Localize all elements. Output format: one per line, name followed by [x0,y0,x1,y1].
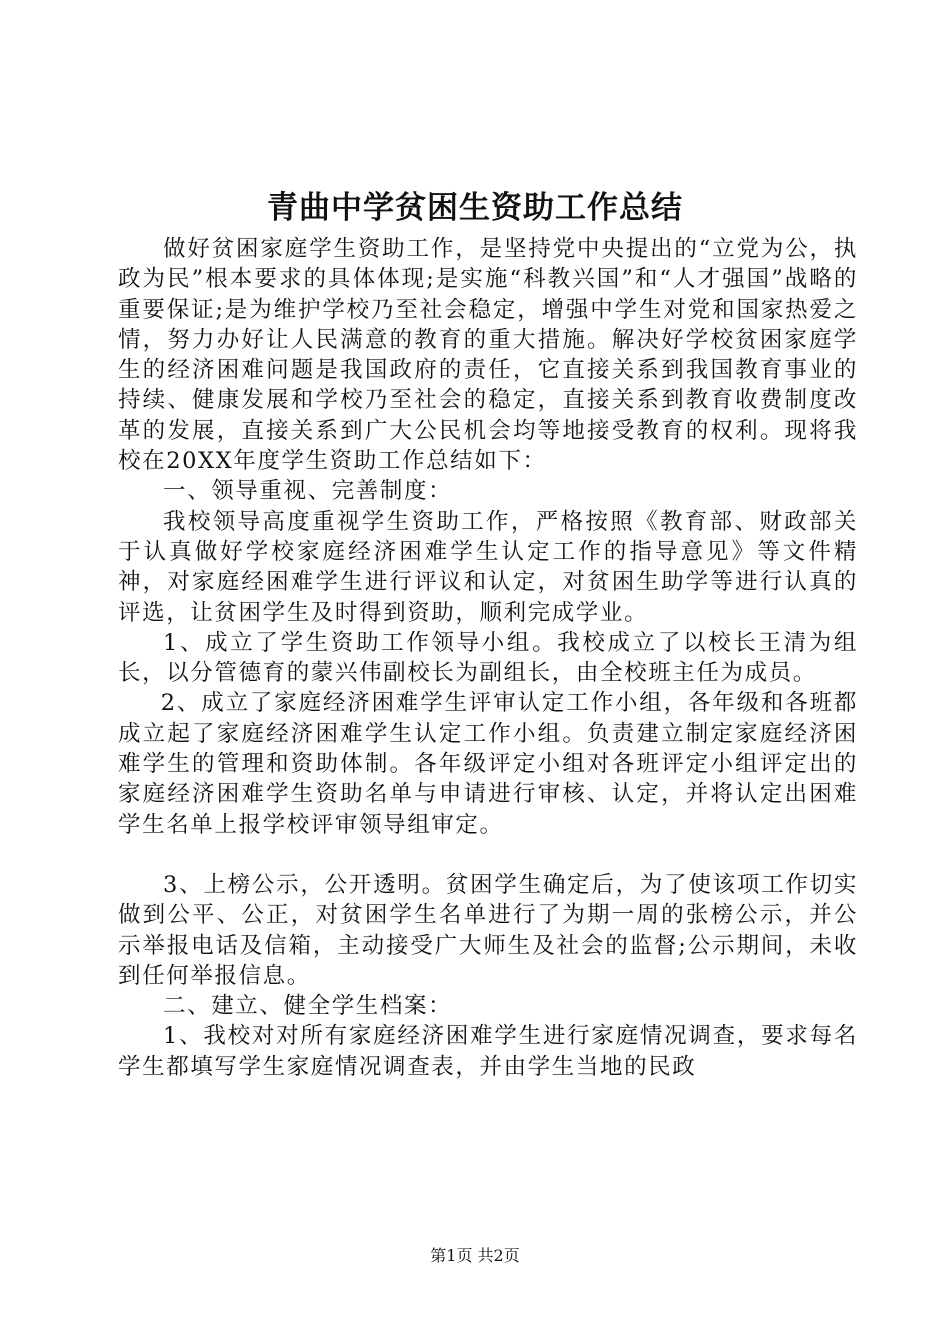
paragraph-item-1: 1、成立了学生资助工作领导小组。我校成立了以校长王清为组长，以分管德育的蒙兴伟副校长为副组长，由全校班主任为成员。 [118,629,858,687]
page-footer: 第1页 共2页 [430,1246,520,1265]
section-heading-2: 二、建立、健全学生档案： [163,993,453,1020]
paragraph-intro: 做好贫困家庭学生资助工作，是坚持党中央提出的“立党为公，执政为民”根本要求的具体体现;是实施“科教兴国”和“人才强国”战略的重要保证;是为维护学校乃至社会稳定，增强中学生对党和国家热爱之情，努力办好让人民满意的教育的重大措施。解决好学校贫困家庭学生的经济困难问题是我国政府的责任，它直接关系到我国教育事业的持续、健康发展和学校乃至社会的稳定，直接关系到教育收费制度改革的发展，直接关系到广大公民机会均等地接受教育的权利。现将我校在20XX年度学生资助工作总结如下： [118,236,858,475]
paragraph-archive-1: 1、我校对对所有家庭经济困难学生进行家庭情况调查，要求每名学生都填写学生家庭情况调查表，并由学生当地的民政 [118,1023,858,1080]
paragraph-leadership: 我校领导高度重视学生资助工作，严格按照《教育部、财政部关于认真做好学校家庭经济困难学生认定工作的指导意见》等文件精神，对家庭经困难学生进行评议和认定，对贫困生助学等进行认真的评选，让贫困学生及时得到资助，顺利完成学业。 [118,508,858,626]
document-title: 青曲中学贫困生资助工作总结 [267,190,683,226]
section-heading-1: 一、领导重视、完善制度： [163,478,453,505]
paragraph-item-2: 2、成立了家庭经济困难学生评审认定工作小组，各年级和各班都成立起了家庭经济困难学生认定工作小组。负责建立制定家庭经济困难学生的管理和资助体制。各年级评定小组对各班评定小组评定出的家庭经济困难学生资助名单与申请进行审核、认定，并将认定出困难学生名单上报学校评审领导组审定。 [118,690,858,838]
paragraph-item-3: 3、上榜公示，公开透明。贫困学生确定后，为了使该项工作切实做到公平、公正，对贫困学生名单进行了为期一周的张榜公示，并公示举报电话及信箱，主动接受广大师生及社会的监督;公示期间，未收到任何举报信息。 [118,871,858,989]
document-body [118,234,858,1082]
